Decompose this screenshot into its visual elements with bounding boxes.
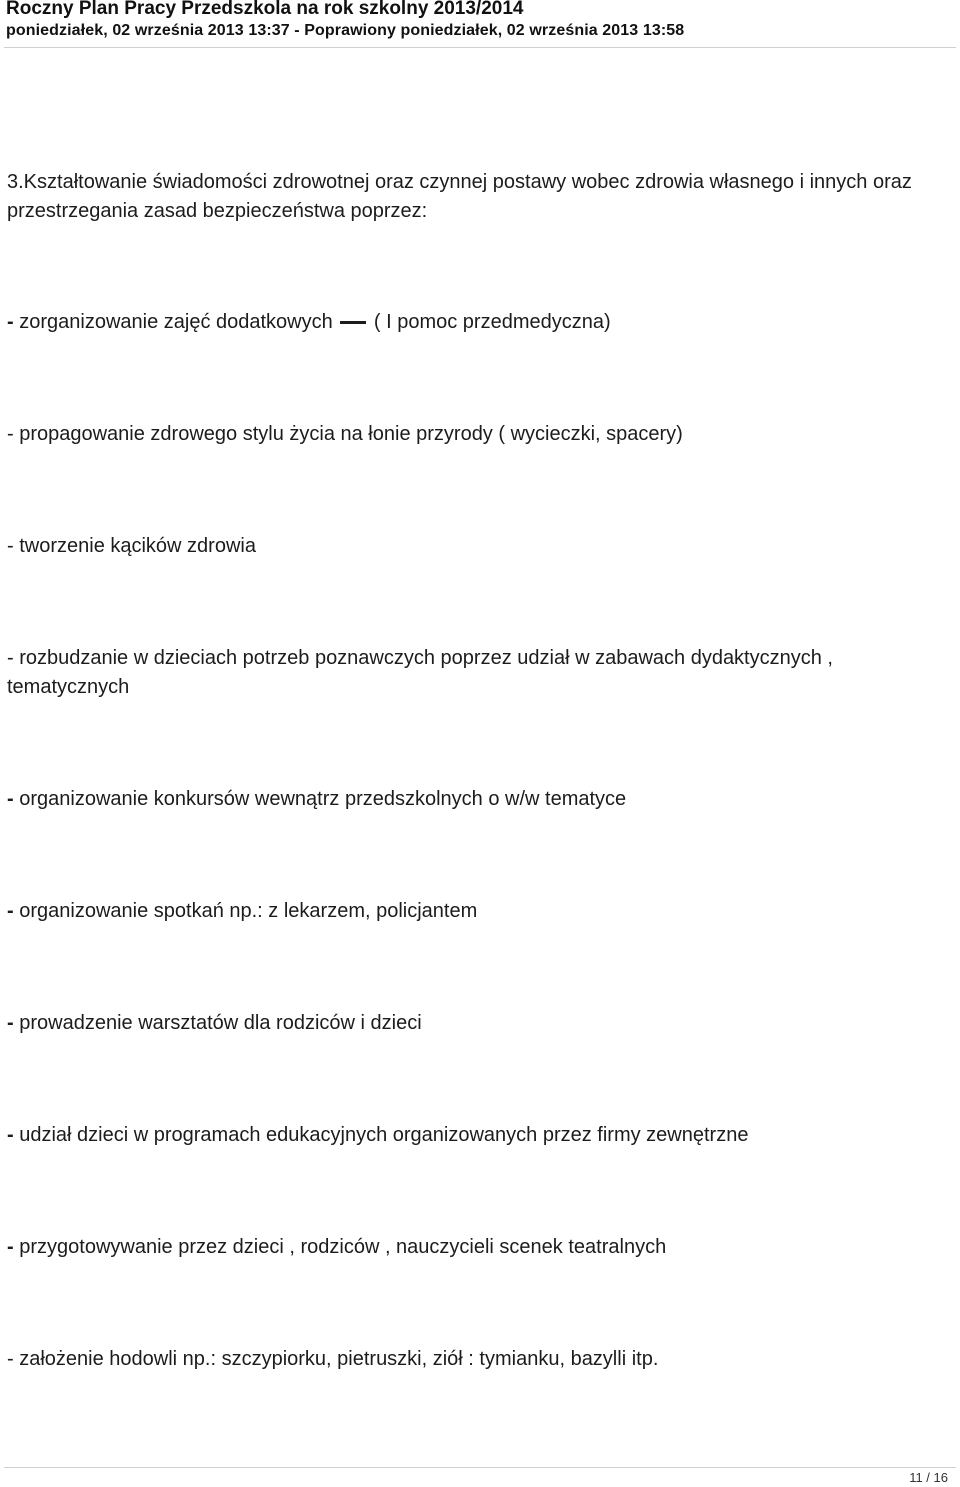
list-item: - propagowanie zdrowego stylu życia na łonie przyrody ( wycieczki, spacery) [7, 423, 683, 445]
bullet-dash: - [7, 1012, 14, 1034]
list-item-text: organizowanie spotkań np.: z lekarzem, policjantem [19, 900, 478, 922]
list-item-text: przygotowywanie przez dzieci , rodziców , nauczycieli scenek teatralnych [19, 1236, 667, 1258]
document-meta: poniedziałek, 02 września 2013 13:37 - Poprawiony poniedziałek, 02 września 2013 13:58 [6, 22, 685, 39]
list-item-text: organizowanie konkursów wewnątrz przedszkolnych o w/w tematyce [19, 788, 627, 810]
header-divider [4, 47, 956, 48]
page-number: 11 / 16 [909, 1470, 948, 1485]
bullet-dash: - [7, 1236, 14, 1258]
section-heading: 3.Kształtowanie świadomości zdrowotnej oraz czynnej postawy wobec zdrowia własnego i innych oraz przestrzegania zasad bezpieczeństwa poprzez: [7, 171, 912, 222]
list-item-text: prowadzenie warsztatów dla rodziców i dzieci [19, 1012, 422, 1034]
list-item-text: ( I pomoc przedmedyczna) [373, 311, 611, 333]
list-item [7, 1009, 952, 1038]
document-body [7, 168, 952, 1374]
list-item [7, 785, 952, 814]
list-item [7, 897, 952, 926]
document-title: Roczny Plan Pracy Przedszkola na rok szkolny 2013/2014 [6, 0, 524, 19]
dash-line [340, 321, 366, 324]
list-item: - rozbudzanie w dzieciach potrzeb poznawczych poprzez udział w zabawach dydaktycznych , tematycznych [7, 647, 833, 698]
bullet-dash: - [7, 900, 14, 922]
list-item [7, 308, 952, 337]
footer-divider [4, 1467, 956, 1468]
list-item-text: zorganizowanie zajęć dodatkowych [19, 311, 333, 333]
bullet-dash: - [7, 1124, 14, 1146]
list-item: - założenie hodowli np.: szczypiorku, pietruszki, ziół : tymianku, bazylli itp. [7, 1348, 659, 1370]
list-item: - tworzenie kącików zdrowia [7, 535, 256, 557]
bullet-dash: - [7, 788, 14, 810]
list-item-text: udział dzieci w programach edukacyjnych organizowanych przez firmy zewnętrzne [19, 1124, 749, 1146]
list-item [7, 1121, 952, 1150]
list-item [7, 1233, 952, 1262]
document-header [6, 0, 956, 42]
bullet-dash: - [7, 311, 14, 333]
